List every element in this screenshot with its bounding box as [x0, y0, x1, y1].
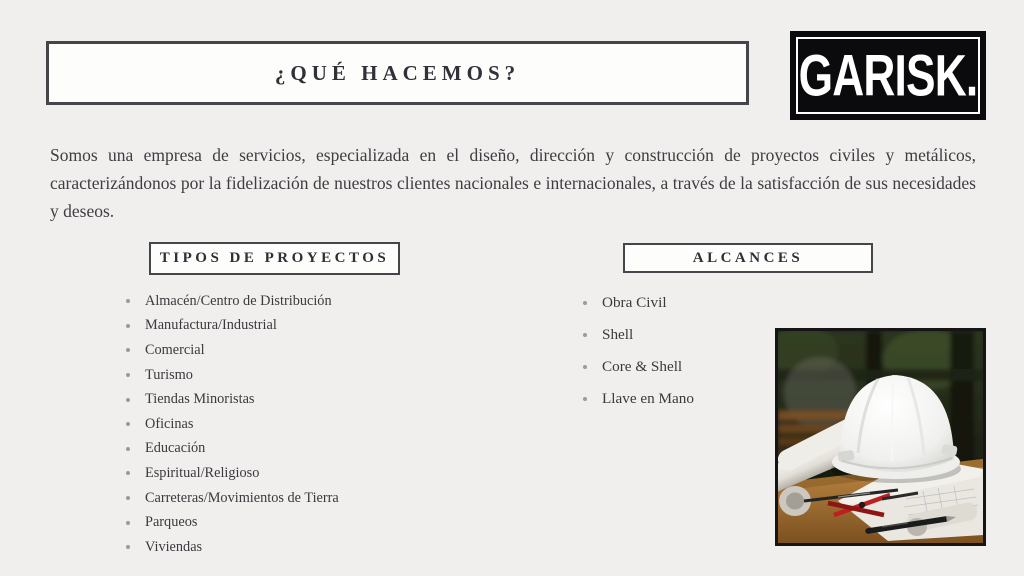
scopes-list: [583, 287, 694, 415]
list-item-label: Core & Shell: [602, 358, 683, 375]
bullet-icon: [126, 471, 130, 475]
list-item-label: Manufactura/Industrial: [145, 317, 277, 334]
section-heading-alcances: [623, 243, 873, 273]
list-item: [126, 510, 339, 535]
bullet-icon: [126, 348, 130, 352]
section-heading-label: TIPOS DE PROYECTOS: [159, 250, 390, 266]
list-item: [126, 461, 339, 486]
construction-photo: [775, 328, 986, 546]
list-item-label: Oficinas: [145, 415, 194, 432]
bullet-icon: [126, 496, 130, 500]
bullet-icon: [126, 324, 130, 328]
bullet-icon: [583, 397, 587, 401]
bullet-icon: [126, 447, 130, 451]
list-item: [126, 289, 339, 314]
logo-wordmark: GARISK.: [798, 43, 978, 108]
bullet-icon: [126, 373, 130, 377]
list-item: [126, 437, 339, 462]
list-item: [126, 338, 339, 363]
list-item-label: Educación: [145, 440, 206, 457]
list-item: [583, 319, 694, 351]
bullet-icon: [126, 398, 130, 402]
list-item-label: Parqueos: [145, 514, 198, 531]
list-item-label: Espiritual/Religioso: [145, 464, 260, 481]
list-item: [583, 383, 694, 415]
list-item: [126, 314, 339, 339]
list-item: [126, 535, 339, 560]
list-item: [126, 387, 339, 412]
section-heading-tipos-de-proyectos: [149, 242, 400, 275]
list-item: [126, 412, 339, 437]
list-item-label: Shell: [602, 326, 634, 343]
project-types-list: [126, 289, 339, 560]
garisk-logo: [790, 31, 986, 120]
section-heading-label: ALCANCES: [692, 249, 804, 266]
list-item-label: Viviendas: [145, 538, 203, 555]
list-item-label: Turismo: [145, 366, 193, 383]
intro-paragraph: Somos una empresa de servicios, especializada en el diseño, dirección y construcción de proyectos civiles y metálicos, caracterizándonos por la fidelización de nuestros clientes nacionales e internacionales, a través de la satisfacción de sus necesidades y deseos.: [50, 145, 976, 221]
bullet-icon: [583, 365, 587, 369]
list-item-label: Obra Civil: [602, 294, 667, 311]
list-item-label: Tiendas Minoristas: [145, 391, 255, 408]
bullet-icon: [126, 545, 130, 549]
bullet-icon: [126, 422, 130, 426]
list-item: [126, 363, 339, 388]
list-item: [583, 287, 694, 319]
hard-hat-blueprints-graphic: [778, 331, 983, 543]
list-item: [583, 351, 694, 383]
list-item-label: Comercial: [145, 341, 205, 358]
bullet-icon: [583, 301, 587, 305]
page-title: ¿QUÉ HACEMOS?: [274, 60, 521, 85]
bullet-icon: [583, 333, 587, 337]
list-item-label: Llave en Mano: [602, 390, 694, 407]
bullet-icon: [126, 521, 130, 525]
list-item: [126, 486, 339, 511]
list-item-label: Carreteras/Movimientos de Tierra: [145, 489, 339, 506]
list-item-label: Almacén/Centro de Distribución: [145, 292, 332, 309]
slide-title-box: [46, 41, 749, 105]
bullet-icon: [126, 299, 130, 303]
